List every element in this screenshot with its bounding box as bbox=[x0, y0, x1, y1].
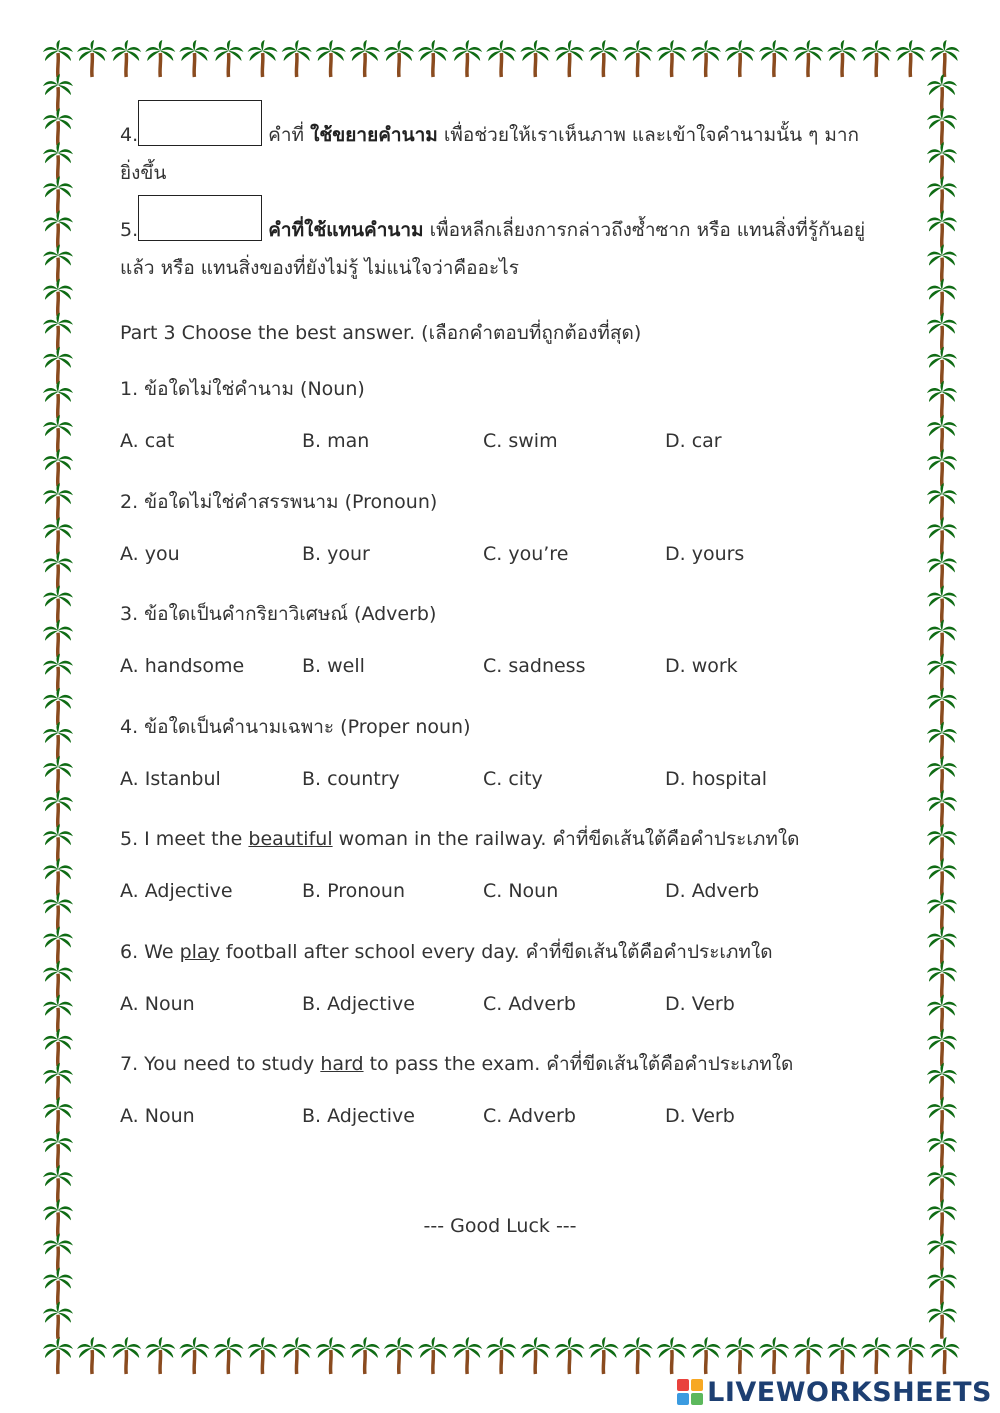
palm-tree-icon bbox=[43, 1131, 73, 1168]
palm-tree-icon bbox=[418, 1337, 448, 1374]
palm-tree-icon bbox=[384, 40, 414, 77]
palm-tree-icon bbox=[927, 1097, 957, 1134]
choice-1-d[interactable]: D. car bbox=[665, 430, 722, 452]
choice-5-b[interactable]: B. Pronoun bbox=[302, 880, 406, 902]
palm-tree-icon bbox=[927, 654, 957, 691]
palm-tree-icon bbox=[827, 40, 857, 77]
mc-question-2: 2. ข้อใดไม่ใช่คำสรรพนาม (Pronoun) bbox=[120, 490, 438, 513]
choice-5-d[interactable]: D. Adverb bbox=[665, 880, 760, 902]
palm-tree-icon bbox=[179, 1337, 209, 1374]
choice-2-d[interactable]: D. yours bbox=[665, 542, 745, 565]
palm-tree-icon bbox=[282, 1337, 312, 1374]
choice-2-b[interactable]: B. your bbox=[302, 542, 370, 565]
choice-4-d[interactable]: D. hospital bbox=[665, 767, 767, 790]
palm-tree-icon bbox=[927, 1165, 957, 1202]
palm-tree-icon bbox=[43, 654, 73, 691]
palm-tree-icon bbox=[43, 381, 73, 418]
palm-tree-icon bbox=[43, 211, 73, 248]
palm-tree-icon bbox=[248, 40, 278, 77]
palm-tree-icon bbox=[927, 1131, 957, 1168]
palm-tree-icon bbox=[927, 824, 957, 861]
palm-tree-icon bbox=[930, 40, 960, 77]
palm-tree-icon bbox=[927, 313, 957, 350]
palm-tree-icon bbox=[43, 790, 73, 827]
choice-1-c[interactable]: C. swim bbox=[483, 430, 558, 452]
palm-tree-icon bbox=[927, 1302, 957, 1339]
palm-tree-icon bbox=[927, 995, 957, 1032]
palm-tree-icon bbox=[350, 1337, 380, 1374]
palm-tree-icon bbox=[43, 517, 73, 554]
choice-2-c[interactable]: C. you’re bbox=[483, 542, 569, 565]
palm-tree-icon bbox=[759, 40, 789, 77]
bold-keyword: คำที่ใช้แทนคำนาม bbox=[268, 219, 424, 241]
palm-tree-icon bbox=[43, 1268, 73, 1305]
choice-4-a[interactable]: A. Istanbul bbox=[120, 767, 221, 790]
palm-tree-icon bbox=[927, 620, 957, 657]
palm-tree-icon bbox=[623, 1337, 653, 1374]
answer-input-4[interactable] bbox=[138, 100, 262, 146]
palm-tree-icon bbox=[43, 824, 73, 861]
palm-tree-icon bbox=[43, 1097, 73, 1134]
question-number: 4. bbox=[120, 124, 139, 146]
choice-3-b[interactable]: B. well bbox=[302, 655, 365, 677]
palm-tree-icon bbox=[927, 790, 957, 827]
palm-tree-icon bbox=[43, 1029, 73, 1066]
choice-6-a[interactable]: A. Noun bbox=[120, 992, 195, 1015]
choice-1-a[interactable]: A. cat bbox=[120, 430, 175, 452]
palm-tree-icon bbox=[589, 1337, 619, 1374]
palm-tree-icon bbox=[43, 347, 73, 384]
choice-2-a[interactable]: A. you bbox=[120, 542, 180, 565]
choice-7-b[interactable]: B. Adjective bbox=[302, 1105, 415, 1127]
palm-tree-icon bbox=[555, 1337, 585, 1374]
palm-tree-icon bbox=[657, 40, 687, 77]
choice-6-b[interactable]: B. Adjective bbox=[302, 992, 415, 1015]
palm-tree-icon bbox=[725, 1337, 755, 1374]
question-continuation: ยิ่งขึ้น bbox=[120, 162, 167, 184]
palm-tree-icon bbox=[43, 415, 73, 452]
palm-tree-icon bbox=[43, 858, 73, 895]
choice-4-b[interactable]: B. country bbox=[302, 767, 400, 790]
palm-tree-icon bbox=[520, 40, 550, 77]
logo-text: LIVEWORKSHEETS bbox=[707, 1376, 992, 1408]
palm-tree-icon bbox=[927, 1268, 957, 1305]
palm-tree-icon bbox=[350, 40, 380, 77]
palm-tree-icon bbox=[861, 40, 891, 77]
choice-1-b[interactable]: B. man bbox=[302, 430, 370, 452]
palm-tree-icon bbox=[927, 858, 957, 895]
palm-tree-icon bbox=[520, 1337, 550, 1374]
choice-3-d[interactable]: D. work bbox=[665, 655, 738, 677]
palm-tree-icon bbox=[43, 449, 73, 486]
palm-tree-icon bbox=[657, 1337, 687, 1374]
palm-tree-icon bbox=[927, 1063, 957, 1100]
palm-tree-icon bbox=[691, 1337, 721, 1374]
palm-tree-icon bbox=[145, 1337, 175, 1374]
palm-tree-icon bbox=[43, 586, 73, 623]
good-luck-footer: --- Good Luck --- bbox=[423, 1215, 577, 1237]
palm-tree-icon bbox=[452, 1337, 482, 1374]
palm-tree-icon bbox=[486, 40, 516, 77]
bold-keyword: ใช้ขยายคำนาม bbox=[310, 124, 438, 146]
palm-tree-icon bbox=[43, 1302, 73, 1339]
palm-tree-icon bbox=[927, 142, 957, 179]
mc-question-3: 3. ข้อใดเป็นคำกริยาวิเศษณ์ (Adverb) bbox=[120, 603, 437, 625]
palm-tree-icon bbox=[43, 279, 73, 316]
palm-tree-icon bbox=[316, 1337, 346, 1374]
choice-3-c[interactable]: C. sadness bbox=[483, 655, 586, 677]
question-number: 5. bbox=[120, 219, 139, 241]
palm-tree-icon bbox=[793, 1337, 823, 1374]
fill-question-4: 4. คำที่ ใช้ขยายคำนาม เพื่อช่วยให้เราเห็นภาพ และเข้าใจคำนามนั้น ๆ มาก ยิ่งขึ้น bbox=[120, 100, 880, 192]
liveworksheets-logo bbox=[677, 1375, 992, 1409]
palm-tree-icon bbox=[927, 1199, 957, 1236]
palm-tree-icon bbox=[316, 40, 346, 77]
palm-tree-icon bbox=[793, 40, 823, 77]
palm-tree-icon bbox=[927, 176, 957, 213]
palm-tree-icon bbox=[43, 1199, 73, 1236]
palm-tree-icon bbox=[930, 1337, 960, 1374]
palm-tree-icon bbox=[43, 483, 73, 520]
palm-tree-icon bbox=[927, 279, 957, 316]
choice-5-a[interactable]: A. Adjective bbox=[120, 880, 233, 902]
palm-tree-icon bbox=[927, 74, 957, 111]
palm-tree-icon bbox=[691, 40, 721, 77]
underlined-word: beautiful bbox=[248, 828, 333, 850]
palm-tree-icon bbox=[43, 1063, 73, 1100]
palm-tree-icon bbox=[927, 1029, 957, 1066]
palm-tree-icon bbox=[43, 552, 73, 589]
palm-tree-icon bbox=[43, 961, 73, 998]
question-continuation: แล้ว หรือ แทนสิ่งของที่ยังไม่รู้ ไม่แน่ใจว่าคืออะไร bbox=[120, 257, 519, 279]
palm-tree-icon bbox=[43, 142, 73, 179]
palm-tree-icon bbox=[43, 40, 73, 77]
palm-tree-icon bbox=[43, 245, 73, 282]
palm-tree-icon bbox=[248, 1337, 278, 1374]
palm-tree-icon bbox=[43, 620, 73, 657]
palm-tree-icon bbox=[623, 40, 653, 77]
palm-tree-icon bbox=[111, 40, 141, 77]
palm-tree-icon bbox=[927, 961, 957, 998]
palm-tree-icon bbox=[927, 449, 957, 486]
palm-tree-icon bbox=[43, 74, 73, 111]
palm-tree-icon bbox=[759, 1337, 789, 1374]
palm-tree-icon bbox=[77, 40, 107, 77]
choice-7-d[interactable]: D. Verb bbox=[665, 1105, 735, 1127]
palm-tree-icon bbox=[452, 40, 482, 77]
palm-tree-icon bbox=[486, 1337, 516, 1374]
palm-tree-icon bbox=[43, 688, 73, 725]
palm-tree-icon bbox=[927, 552, 957, 589]
palm-tree-icon bbox=[725, 40, 755, 77]
palm-tree-icon bbox=[927, 347, 957, 384]
palm-tree-icon bbox=[896, 40, 926, 77]
palm-tree-icon bbox=[43, 1337, 73, 1374]
palm-tree-icon bbox=[927, 245, 957, 282]
palm-tree-icon bbox=[927, 688, 957, 725]
palm-tree-icon bbox=[927, 586, 957, 623]
palm-tree-icon bbox=[43, 927, 73, 964]
answer-input-5[interactable] bbox=[138, 195, 262, 241]
choice-6-d[interactable]: D. Verb bbox=[665, 992, 735, 1015]
palm-tree-icon bbox=[927, 381, 957, 418]
palm-tree-icon bbox=[927, 756, 957, 793]
palm-tree-icon bbox=[927, 483, 957, 520]
choice-7-a[interactable]: A. Noun bbox=[120, 1105, 195, 1127]
palm-tree-icon bbox=[827, 1337, 857, 1374]
choice-6-c[interactable]: C. Adverb bbox=[483, 992, 576, 1015]
palm-tree-icon bbox=[384, 1337, 414, 1374]
palm-tree-icon bbox=[927, 927, 957, 964]
choice-3-a[interactable]: A. handsome bbox=[120, 655, 245, 677]
palm-tree-icon bbox=[43, 108, 73, 145]
palm-tree-icon bbox=[896, 1337, 926, 1374]
palm-tree-icon bbox=[77, 1337, 107, 1374]
palm-tree-icon bbox=[927, 108, 957, 145]
palm-tree-icon bbox=[861, 1337, 891, 1374]
palm-tree-icon bbox=[418, 40, 448, 77]
palm-tree-icon bbox=[927, 517, 957, 554]
palm-tree-icon bbox=[43, 722, 73, 759]
choice-4-c[interactable]: C. city bbox=[483, 767, 543, 790]
palm-tree-icon bbox=[589, 40, 619, 77]
mc-question-4: 4. ข้อใดเป็นคำนามเฉพาะ (Proper noun) bbox=[120, 715, 471, 738]
underlined-word: play bbox=[179, 940, 220, 963]
underlined-word: hard bbox=[320, 1053, 364, 1075]
palm-tree-icon bbox=[927, 415, 957, 452]
logo-icon bbox=[677, 1379, 703, 1405]
mc-question-6: 6. We play football after school every day. คำที่ขีดเส้นใต้คือคำประเภทใด bbox=[120, 940, 773, 963]
palm-tree-icon bbox=[43, 176, 73, 213]
mc-question-7: 7. You need to study hard to pass the exam. คำที่ขีดเส้นใต้คือคำประเภทใด bbox=[120, 1053, 794, 1075]
palm-tree-icon bbox=[282, 40, 312, 77]
palm-tree-icon bbox=[43, 1165, 73, 1202]
palm-tree-icon bbox=[43, 1234, 73, 1271]
fill-question-5: 5. คำที่ใช้แทนคำนาม เพื่อหลีกเลี่ยงการกล่าวถึงซ้ำซาก หรือ แทนสิ่งที่รู้กันอยู่ แล้ว หรือ แทนสิ่งของที่ยังไม่รู้ ไม่แน่ใจว่าคืออะไร bbox=[120, 195, 880, 287]
palm-tree-icon bbox=[214, 1337, 244, 1374]
palm-tree-icon bbox=[927, 211, 957, 248]
palm-tree-icon bbox=[145, 40, 175, 77]
palm-tree-icon bbox=[43, 313, 73, 350]
mc-question-5: 5. I meet the beautiful woman in the railway. คำที่ขีดเส้นใต้คือคำประเภทใด bbox=[120, 828, 800, 850]
palm-tree-icon bbox=[555, 40, 585, 77]
palm-tree-icon bbox=[927, 722, 957, 759]
palm-tree-icon bbox=[43, 756, 73, 793]
palm-tree-icon bbox=[111, 1337, 141, 1374]
part3-title: Part 3 Choose the best answer. (เลือกคำตอบที่ถูกต้องที่สุด) bbox=[120, 322, 642, 344]
palm-tree-icon bbox=[43, 995, 73, 1032]
palm-tree-icon bbox=[927, 1234, 957, 1271]
palm-tree-icon bbox=[179, 40, 209, 77]
palm-tree-icon bbox=[927, 893, 957, 930]
choice-5-c[interactable]: C. Noun bbox=[483, 880, 559, 902]
mc-question-1: 1. ข้อใดไม่ใช่คำนาม (Noun) bbox=[120, 378, 365, 400]
palm-tree-icon bbox=[43, 893, 73, 930]
choice-7-c[interactable]: C. Adverb bbox=[483, 1105, 576, 1127]
palm-tree-icon bbox=[214, 40, 244, 77]
